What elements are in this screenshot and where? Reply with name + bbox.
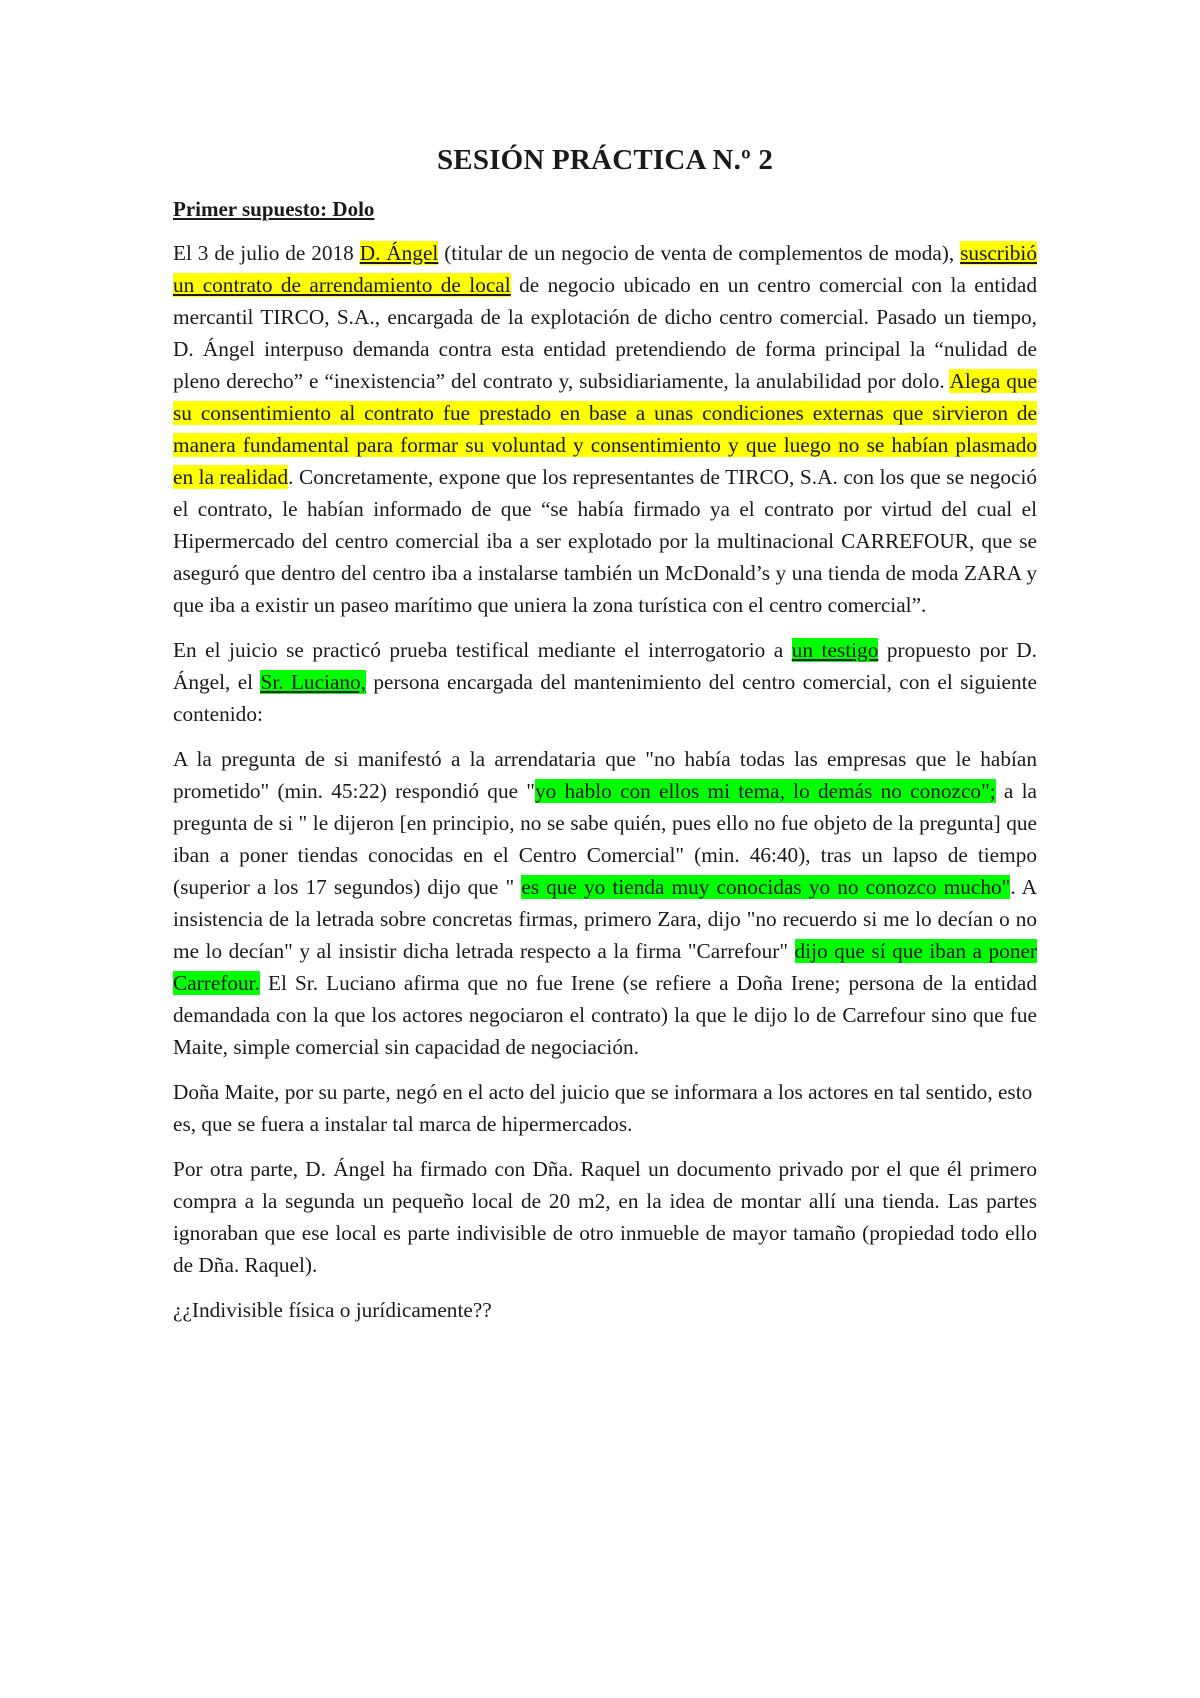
- document-title: SESIÓN PRÁCTICA N.º 2: [436, 144, 774, 176]
- paragraph-testimony-intro: [173, 634, 1037, 730]
- paragraph-facts: [173, 237, 1037, 621]
- highlight-green: un testigo: [791, 638, 879, 662]
- text-run: . A insistencia de la letrada sobre concretas firmas, primero Zara, dijo "no recuerdo si me lo decían o no me lo decían" y al insistir dicha letrada respecto a la firma "Carrefour": [173, 875, 1037, 963]
- text-run: El 3 de julio de 2018: [173, 241, 360, 265]
- text-run: El Sr. Luciano afirma que no fue Irene (se refiere a Doña Irene; persona de la entidad demandada con la que los actores negociaron el contrato) la que le dijo lo de Carrefour sino que fue Maite, simple comercial sin capacidad de negociación.: [173, 971, 1037, 1059]
- text-run: A la pregunta de si manifestó a la arrendataria que "no había todas las empresas que le habían prometido" (min. 45:22) respondió que ": [173, 747, 1037, 803]
- text-run: . Concretamente, expone que los representantes de TIRCO, S.A. con los que se negoció el contrato, le habían informado de que “se había firmado ya el contrato por virtud del cual el Hipermercado del centro comercial iba a ser explotado por la multinacional CARREFOUR, que se aseguró que dentro del centro iba a instalarse también un McDonald’s y una tienda de moda ZARA y que iba a existir un paseo marítimo que uniera la zona turística con el centro comercial”.: [173, 465, 1038, 617]
- text-run: En el juicio se practicó prueba testifical mediante el interrogatorio a: [173, 638, 792, 662]
- highlight-yellow: Alega que su consentimiento al contrato fue prestado en base a unas condiciones externas que sirvieron de manera fundamental para formar su voluntad y consentimiento y que luego no se habían plasmado en la realidad: [173, 369, 1037, 489]
- highlight-green: yo hablo con ellos mi tema, lo demás no conozco";: [534, 779, 996, 803]
- paragraph-testimony: [173, 743, 1037, 1063]
- paragraph-raquel: Por otra parte, D. Ángel ha firmado con Dña. Raquel un documento privado por el que él primero compra a la segunda un pequeño local de 20 m2, en la idea de montar allí una tienda. Las partes ignoraban que ese local es parte indivisible de otro inmueble de mayor tamaño (propiedad todo ello de Dña. Raquel).: [173, 1157, 1037, 1277]
- highlight-green: Sr. Luciano,: [260, 670, 367, 694]
- section-subtitle: Primer supuesto: Dolo: [173, 197, 375, 221]
- text-run: propuesto por D. Ángel, el: [173, 638, 1037, 694]
- highlight-yellow: D. Ángel: [359, 241, 439, 265]
- highlight-yellow: suscribió un contrato de arrendamiento de local: [173, 241, 1037, 297]
- highlight-green: es que yo tienda muy conocidas yo no conozco mucho": [521, 875, 1011, 899]
- text-run: de negocio ubicado en un centro comercial con la entidad mercantil TIRCO, S.A., encargada de la explotación de dicho centro comercial. Pasado un tiempo, D. Ángel interpuso demanda contra esta entidad pretendiendo de forma principal la “nulidad de pleno derecho” e “inexistencia” del contrato y, subsidiariamente, la anulabilidad por dolo.: [173, 273, 1037, 393]
- paragraph-maite: Doña Maite, por su parte, negó en el acto del juicio que se informara a los actores en tal sentido, esto es, que se fuera a instalar tal marca de hipermercados.: [173, 1080, 1033, 1136]
- text-run: (titular de un negocio de venta de complementos de moda),: [438, 241, 961, 265]
- paragraph-question: ¿¿Indivisible física o jurídicamente??: [173, 1298, 492, 1322]
- document-page: [173, 140, 1037, 1339]
- text-run: a la pregunta de si " le dijeron [en principio, no se sabe quién, pues ello no fue objeto de la pregunta] que iban a poner tiendas conocidas en el Centro Comercial" (min. 46:40), tras un lapso de tiempo (superior a los 17 segundos) dijo que ": [173, 779, 1037, 899]
- highlight-green: dijo que sí que iban a poner Carrefour.: [173, 939, 1038, 995]
- text-run: persona encargada del mantenimiento del centro comercial, con el siguiente contenido:: [173, 670, 1038, 726]
